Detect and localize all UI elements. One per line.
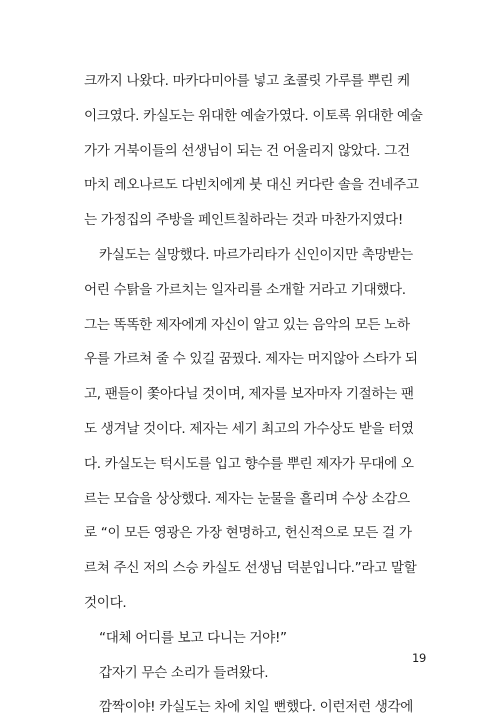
page-number: 19 <box>411 651 426 665</box>
text-line: 도 생겨날 것이다. 제자는 세기 최고의 가수상도 받을 터였 <box>84 420 414 437</box>
text-line: 고, 팬들이 쫓아다닐 것이며, 제자를 보자마자 기절하는 팬 <box>84 386 414 403</box>
text-line: 마치 레오나르도 다빈치에게 붓 대신 커다란 솔을 건네주고 <box>84 177 419 194</box>
text-line: 는 가정집의 주방을 페인트칠하라는 것과 마찬가지였다! <box>84 212 403 229</box>
text-line: 가가 거북이들의 선생님이 되는 건 어울리지 않았다. 그건 <box>84 142 410 159</box>
text-line: 다. 카실도는 턱시도를 입고 향수를 뿌린 제자가 무대에 오 <box>84 455 414 472</box>
text-line: 우를 가르쳐 줄 수 있길 꿈꿨다. 제자는 머지않아 스타가 되 <box>84 351 418 368</box>
body-text <box>84 64 434 725</box>
text-line: 어린 수탉을 가르치는 일자리를 소개할 거라고 기대했다. <box>84 281 406 298</box>
text-line: 깜짝이야! 카실도는 차에 치일 뻔했다. 이런저런 생각에 <box>99 699 414 716</box>
text-line: 크까지 나왔다. 마카다미아를 넣고 초콜릿 가루를 뿌린 케 <box>84 73 410 89</box>
text-line: 르쳐 주신 저의 스승 카실도 선생님 덕분입니다.”라고 말할 <box>84 560 417 577</box>
text-line: 갑자기 무슨 소리가 들려왔다. <box>99 664 269 681</box>
text-line: 카실도는 실망했다. 마르가리타가 신인이지만 촉망받는 <box>99 246 413 263</box>
text-line: 르는 모습을 상상했다. 제자는 눈물을 흘리며 수상 소감으 <box>84 490 410 507</box>
text-line: 이크였다. 카실도는 위대한 예술가였다. 이토록 위대한 예술 <box>84 107 423 124</box>
text-line: 로 “이 모든 영광은 가장 현명하고, 헌신적으로 모든 걸 가 <box>84 525 412 542</box>
text-line: 것이다. <box>84 594 127 611</box>
text-line: “대체 어디를 보고 다니는 거야!” <box>99 629 287 646</box>
text-line: 그는 똑똑한 제자에게 자신이 알고 있는 음악의 모든 노하 <box>84 316 410 333</box>
